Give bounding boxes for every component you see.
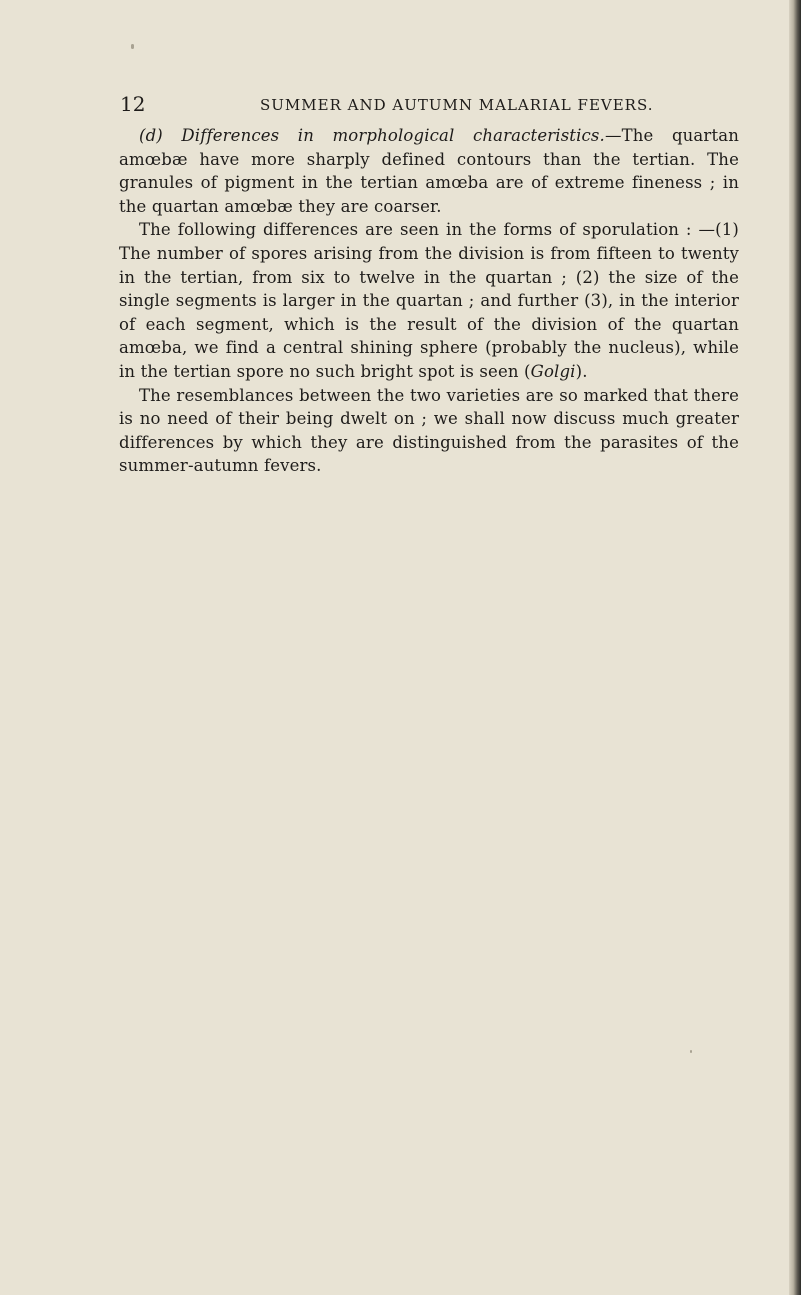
citation-golgi: Golgi bbox=[530, 361, 576, 381]
page-edge-shadow bbox=[789, 0, 801, 1295]
paragraph-sporulation bbox=[119, 218, 739, 383]
section-label: (d) bbox=[139, 126, 163, 145]
sporulation-text: The following differences are seen in the forms of sporulation : —(1) The number of spores arising from the division is from fifteen to twenty in the tertian, from six to twelve in the quartan ; (2) the size of the single segments is larger in the quartan ; and further (3), in the interior of each segment, which is the result of the division of the quartan amœba, we find a central shining sphere (probably the nucleus), while in the tertian spore no such bright spot is seen ( bbox=[119, 220, 739, 381]
body-text bbox=[119, 124, 739, 478]
differences-text: —The quartan amœbæ have more sharply defined contours than the tertian. The granules of pigment in the tertian amœba are of extreme fineness ; in the quartan amœbæ they are coarser. bbox=[119, 126, 739, 216]
resemblances-text: The resemblances between the two varieties are so marked that there is no need of their being dwelt on ; we shall now discuss much greater differences by which they are distinguished from the parasites of the summer-autumn fevers. bbox=[119, 385, 739, 476]
paragraph-differences bbox=[119, 124, 739, 218]
page-number: 12 bbox=[120, 92, 146, 116]
paragraph-resemblances bbox=[119, 384, 739, 478]
paper-speck bbox=[131, 44, 134, 49]
running-head: SUMMER AND AUTUMN MALARIAL FEVERS. bbox=[260, 96, 654, 114]
page-header bbox=[120, 92, 740, 118]
section-heading: Differences in morphological characteristics. bbox=[181, 126, 605, 145]
paper-speck bbox=[690, 1050, 692, 1053]
sporulation-text-end: ). bbox=[575, 361, 588, 381]
